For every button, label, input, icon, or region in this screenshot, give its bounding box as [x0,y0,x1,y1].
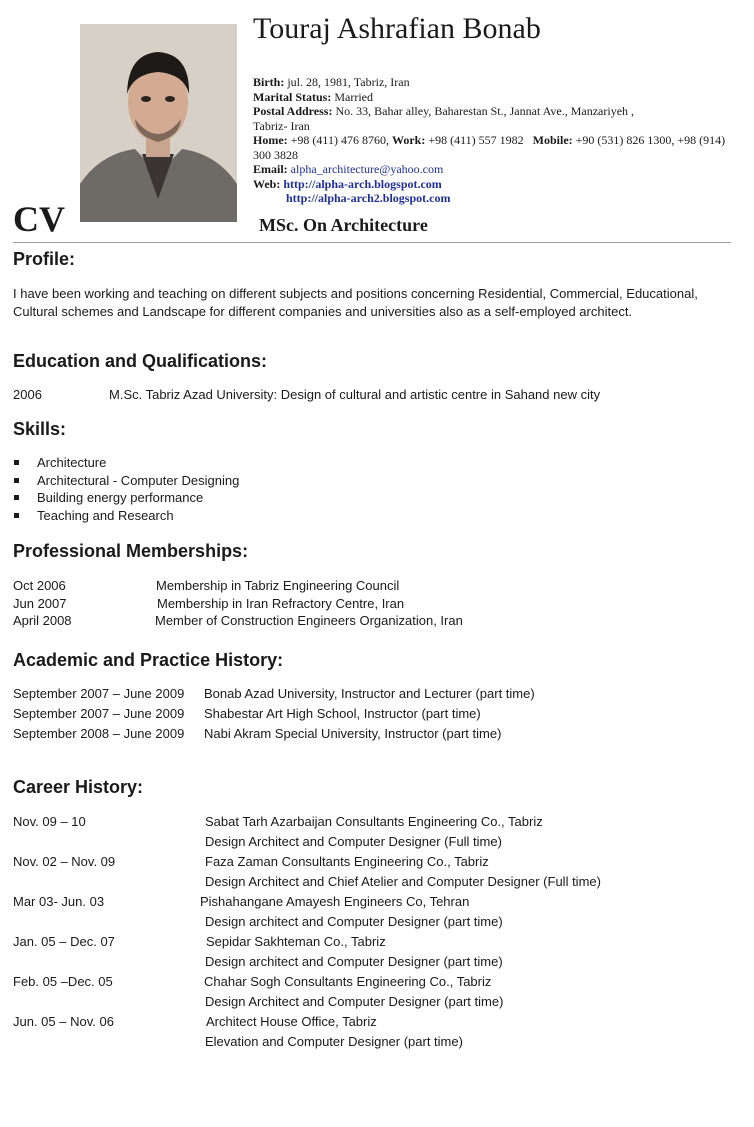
address-value-line2: Tabriz- Iran [253,118,310,133]
academic-text: Nabi Akram Special University, Instructor (part time) [204,726,502,741]
memberships-heading: Professional Memberships: [13,541,249,561]
career-heading: Career History: [13,777,144,797]
membership-text: Membership in Iran Refractory Centre, Iran [157,596,405,611]
profile-heading: Profile: [13,249,76,269]
skills-heading: Skills: [13,419,67,439]
header-divider [13,242,731,243]
career-company: Architect House Office, Tabriz [206,1014,377,1029]
marital-value: Married [334,89,373,104]
work-phone: +98 (411) 557 1982 [428,133,524,147]
career-company: Sepidar Sakhteman Co., Tabriz [206,934,386,949]
mobile-phone: +90 (531) 826 1300, +98 (914) [575,133,726,147]
career-role: Elevation and Computer Designer (part time) [205,1034,463,1049]
career-role: Design Architect and Computer Designer (Full time) [205,834,502,849]
career-date: Jun. 05 – Nov. 06 [13,1014,114,1029]
academic-date: September 2008 – June 2009 [13,726,185,741]
career-company: Faza Zaman Consultants Engineering Co., Tabriz [205,854,489,869]
web-label: Web: [253,176,281,191]
home-label: Home: [253,133,288,147]
academic-text: Shabestar Art High School, Instructor (part time) [204,706,481,721]
academic-date: September 2007 – June 2009 [13,706,185,721]
education-heading: Education and Qualifications: [13,351,268,371]
web-link-1[interactable]: http://alpha-arch.blogspot.com [283,176,442,191]
skill-item: Teaching and Research [37,508,174,523]
academic-text: Bonab Azad University, Instructor and Lecturer (part time) [204,686,535,701]
birth-value: jul. 28, 1981, Tabriz, Iran [287,75,410,89]
home-phone: +98 (411) 476 8760, [290,133,389,147]
profile-photo [80,24,237,222]
career-role: Design Architect and Computer Designer (part time) [205,994,504,1009]
career-company: Chahar Sogh Consultants Engineering Co., Tabriz [204,974,492,989]
career-company: Pishahangane Amayesh Engineers Co, Tehran [200,894,470,909]
academic-heading: Academic and Practice History: [13,650,284,670]
career-date: Jan. 05 – Dec. 07 [13,934,115,949]
career-company: Sabat Tarh Azarbaijan Consultants Engineering Co., Tabriz [205,814,543,829]
marital-label: Marital Status: [253,89,332,104]
career-date: Nov. 09 – 10 [13,814,86,829]
web-link-2[interactable]: http://alpha-arch2.blogspot.com [286,191,451,205]
career-role: Design architect and Computer Designer (part time) [205,914,503,929]
membership-date: Oct 2006 [13,578,66,593]
membership-text: Member of Construction Engineers Organization, Iran [155,613,463,628]
email-label: Email: [253,162,288,176]
candidate-name: Touraj Ashrafian Bonab [253,12,541,45]
education-year: 2006 [13,387,42,402]
career-date: Mar 03- Jun. 03 [13,894,105,909]
skill-item: Architecture [37,455,107,470]
membership-date: April 2008 [13,613,72,628]
profile-text: I have been working and teaching on different subjects and positions concerning Residential, Commercial, Educational, Cultural schemes and Landscape for different companies and universities also as a self-employed architect. [13,286,698,319]
career-date: Nov. 02 – Nov. 09 [13,854,116,869]
work-label: Work: [391,133,426,147]
bullet-icon [14,478,19,483]
bullet-icon [14,460,19,465]
cv-mark: CV [13,199,65,239]
address-label: Postal Address: [253,104,333,118]
skill-item: Architectural - Computer Designing [37,473,240,488]
career-role: Design architect and Computer Designer (part time) [205,954,503,969]
membership-date: Jun 2007 [13,596,67,611]
skill-item: Building energy performance [37,490,204,505]
personal-info [253,75,733,206]
academic-date: September 2007 – June 2009 [13,686,185,701]
address-value: No. 33, Bahar alley, Baharestan St., Jannat Ave., Manzariyeh , [335,104,635,118]
email-link[interactable]: alpha_architecture@yahoo.com [290,162,444,176]
mobile-phone-line2: 300 3828 [253,147,298,162]
career-role: Design Architect and Chief Atelier and Computer Designer (Full time) [205,874,601,889]
bullet-icon [14,495,19,500]
bullet-icon [14,513,19,518]
mobile-label: Mobile: [532,133,573,147]
membership-text: Membership in Tabriz Engineering Council [156,578,400,593]
career-date: Feb. 05 –Dec. 05 [13,974,113,989]
education-entry: M.Sc. Tabriz Azad University: Design of cultural and artistic centre in Sahand new city [109,387,601,402]
birth-label: Birth: [253,75,285,89]
degree-title: MSc. On Architecture [259,215,428,235]
portrait-image [80,24,237,222]
